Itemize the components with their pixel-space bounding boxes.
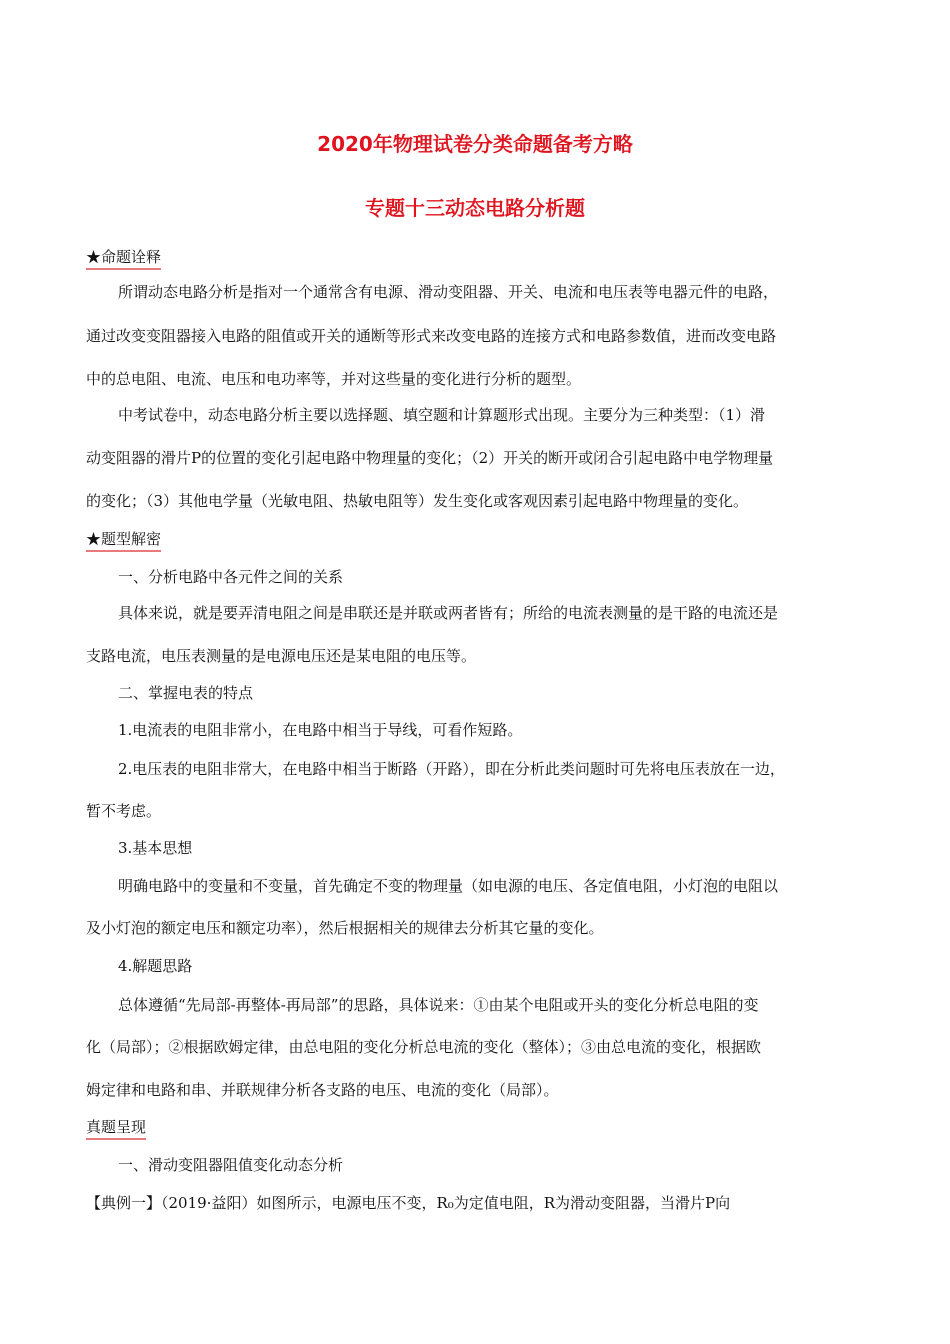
paragraph-line: 所谓动态电路分析是指对一个通常含有电源、滑动变阻器、开关、电流和电压表等电器元件的电路， xyxy=(118,283,779,301)
section-heading-mingti: ★命题诠释 xyxy=(86,246,161,270)
paragraph-line: 具体来说，就是要弄清电阻之间是串联还是并联或两者皆有；所给的电流表测量的是干路的电流还是 xyxy=(118,604,779,622)
paragraph-line: 中的总电阻、电流、电压和电功率等，并对这些量的变化进行分析的题型。 xyxy=(86,370,582,388)
paragraph-line: 化（局部）；②根据欧姆定律，由总电阻的变化分析总电流的变化（整体）；③由总电流的变化，根据欧 xyxy=(86,1038,762,1056)
list-item: 2.电压表的电阻非常大，在电路中相当于断路（开路），即在分析此类问题时可先将电压表放在一边， xyxy=(118,760,785,778)
paragraph-line: 暂不考虑。 xyxy=(86,802,162,820)
section-heading-zhenti: 真题呈现 xyxy=(86,1116,146,1140)
paragraph-line: 的变化；（3）其他电学量（光敏电阻、热敏电阻等）发生变化或客观因素引起电路中物理量的变化。 xyxy=(86,492,749,510)
paragraph-line: 姆定律和电路和串、并联规律分析各支路的电压、电流的变化（局部）。 xyxy=(86,1081,559,1099)
subsection-heading: 一、分析电路中各元件之间的关系 xyxy=(118,568,344,586)
paragraph-line: 动变阻器的滑片P的位置的变化引起电路中物理量的变化；（2）开关的断开或闭合引起电路中电学物理量 xyxy=(86,449,774,467)
section-heading-jiemi: ★题型解密 xyxy=(86,528,161,552)
document-title: 2020年物理试卷分类命题备考方略 xyxy=(317,132,633,156)
paragraph-line: 中考试卷中，动态电路分析主要以选择题、填空题和计算题形式出现。主要分为三种类型：（1）滑 xyxy=(118,406,766,424)
paragraph-line: 及小灯泡的额定电压和额定功率），然后根据相关的规律去分析其它量的变化。 xyxy=(86,919,604,937)
document-subtitle: 专题十三动态电路分析题 xyxy=(365,196,585,220)
subsection-heading: 二、掌握电表的特点 xyxy=(118,684,254,702)
list-item: 3.基本思想 xyxy=(118,839,193,857)
paragraph-line: 通过改变变阻器接入电路的阻值或开关的通断等形式来改变电路的连接方式和电路参数值，进而改变电路 xyxy=(86,327,777,345)
paragraph-line: 总体遵循“先局部-再整体-再局部”的思路，具体说来：①由某个电阻或开头的变化分析总电阻的变 xyxy=(118,996,759,1014)
subsection-heading: 一、滑动变阻器阻值变化动态分析 xyxy=(118,1156,344,1174)
paragraph-line: 支路电流，电压表测量的是电源电压还是某电阻的电压等。 xyxy=(86,647,477,665)
example-line: 【典例一】（2019·益阳）如图所示，电源电压不变，R₀为定值电阻，R为滑动变阻器，当滑片P向 xyxy=(86,1194,731,1212)
list-item: 4.解题思路 xyxy=(118,957,193,975)
list-item: 1.电流表的电阻非常小，在电路中相当于导线，可看作短路。 xyxy=(118,721,523,739)
paragraph-line: 明确电路中的变量和不变量，首先确定不变的物理量（如电源的电压、各定值电阻，小灯泡的电阻以 xyxy=(118,877,779,895)
